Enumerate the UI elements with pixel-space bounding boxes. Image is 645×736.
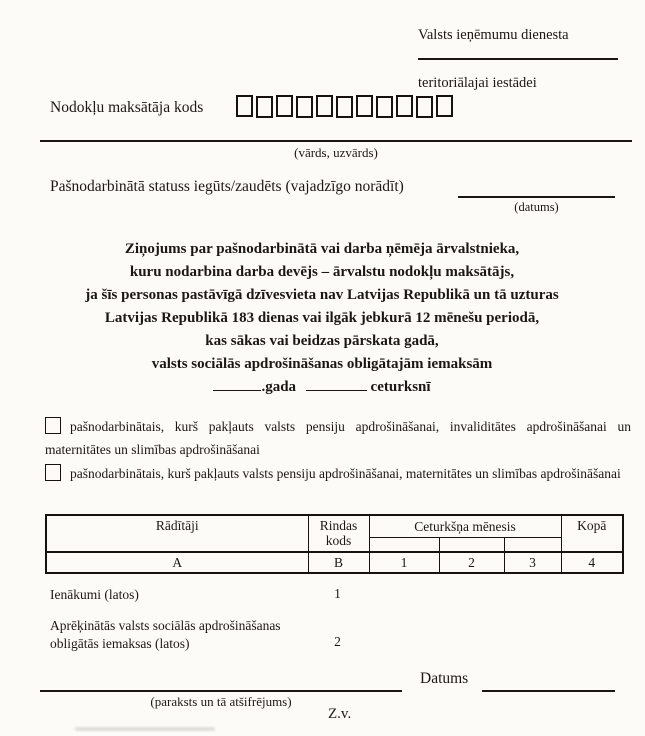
year-blank-field[interactable] (213, 377, 261, 391)
year-suffix: .gada (261, 379, 297, 395)
title-line-3: ja šīs personas pastāvīgā dzīvesvieta nav Latvijas Republikā un tā uzturas (85, 287, 559, 303)
insurance-option-1 (45, 416, 631, 461)
taxpayer-code-box[interactable] (356, 95, 373, 117)
taxpayer-code-box[interactable] (436, 95, 453, 117)
insurance-options (45, 416, 631, 488)
taxpayer-code-box[interactable] (256, 96, 273, 118)
quarter-blank-field[interactable] (306, 377, 367, 391)
taxpayer-code-box[interactable] (276, 95, 293, 117)
insurance-option-1-checkbox[interactable] (45, 417, 61, 434)
subheader-3: 3 (504, 552, 561, 573)
taxpayer-code-boxes (236, 95, 453, 117)
subheader-1: 1 (369, 552, 439, 573)
office-block (418, 12, 618, 106)
title-line-2: kuru nodarbina darba devējs – ārvalstu nodokļu maksātājs, (129, 264, 515, 280)
col-header-total: Kopā (561, 515, 623, 552)
taxpayer-code-box[interactable] (336, 96, 353, 118)
insurance-option-1-label: pašnodarbinātais, kurš pakļauts valsts pensiju apdrošināšanai, invaliditātes apdrošināšanai un maternitātes un slimības apdrošināšanai (45, 419, 631, 457)
month-1-subcell (369, 537, 439, 552)
month-2-subcell (439, 537, 504, 552)
insurance-option-2-label: pašnodarbinātais, kurš pakļauts valsts pensiju apdrošināšanai, maternitātes un slimības apdrošināšanai (70, 466, 621, 481)
period-line (17, 376, 627, 399)
date-label: Datums (420, 670, 469, 687)
office-name-line2: teritoriālajai iestādei (418, 74, 537, 91)
title-line-4: Latvijas Republikā 183 dienas vai ilgāk jebkurā 12 mēnešu periodā, (104, 310, 540, 326)
subheader-b: B (308, 552, 369, 573)
row-contributions-code: 2 (334, 634, 341, 649)
office-fill-line[interactable] (418, 58, 618, 60)
status-date-caption: (datums) (514, 200, 559, 214)
title-line-5: kas sākas vai beidzas pārskata gadā, (205, 333, 439, 349)
taxpayer-code-box[interactable] (376, 96, 393, 118)
name-caption: (vārds, uzvārds) (294, 145, 378, 160)
date-field[interactable] (482, 690, 615, 692)
seal-placeholder-label: Z.v. (328, 706, 352, 722)
office-name-line1: Valsts ieņēmumu dienesta (418, 26, 569, 43)
signature-field[interactable] (40, 690, 402, 692)
subheader-2: 2 (439, 552, 504, 573)
row-income-code: 1 (334, 586, 341, 601)
report-table (45, 514, 624, 574)
name-underline-field[interactable] (40, 140, 632, 142)
subheader-a: A (46, 552, 308, 573)
title-line-1: Ziņojums par pašnodarbinātā vai darba ņēmēja ārvalstnieka, (124, 241, 520, 257)
status-label: Pašnodarbinātā statuss iegūts/zaudēts (vajadzīgo norādīt) (50, 178, 404, 195)
taxpayer-code-box[interactable] (396, 95, 413, 117)
col-header-indicators: Rādītāji (46, 515, 308, 552)
quarter-suffix: ceturksnī (370, 379, 431, 395)
row-income-label: Ienākumi (latos) (50, 587, 139, 602)
month-3-subcell (504, 537, 561, 552)
col-header-row-code: Rindas kods (308, 515, 369, 552)
status-date-field[interactable] (458, 196, 615, 198)
col-header-quarter-month: Ceturkšņa mēnesis (369, 515, 561, 537)
taxpayer-code-box[interactable] (296, 96, 313, 118)
form-title (17, 238, 627, 399)
row-contributions-label: Aprēķinātās valsts sociālās apdrošināšanas obligātās iemaksas (latos) (50, 618, 281, 651)
scan-artifact (75, 727, 215, 731)
taxpayer-code-box[interactable] (316, 95, 333, 117)
title-line-6: valsts sociālās apdrošināšanas obligātajām iemaksām (151, 356, 493, 372)
subheader-4: 4 (561, 552, 623, 573)
signature-caption: (paraksts un tā atšifrējums) (150, 694, 292, 709)
taxpayer-code-box[interactable] (236, 95, 253, 117)
insurance-option-2-checkbox[interactable] (45, 464, 61, 481)
insurance-option-2 (45, 463, 631, 486)
taxpayer-code-box[interactable] (416, 96, 433, 118)
taxpayer-code-label: Nodokļu maksātāja kods (50, 99, 204, 116)
